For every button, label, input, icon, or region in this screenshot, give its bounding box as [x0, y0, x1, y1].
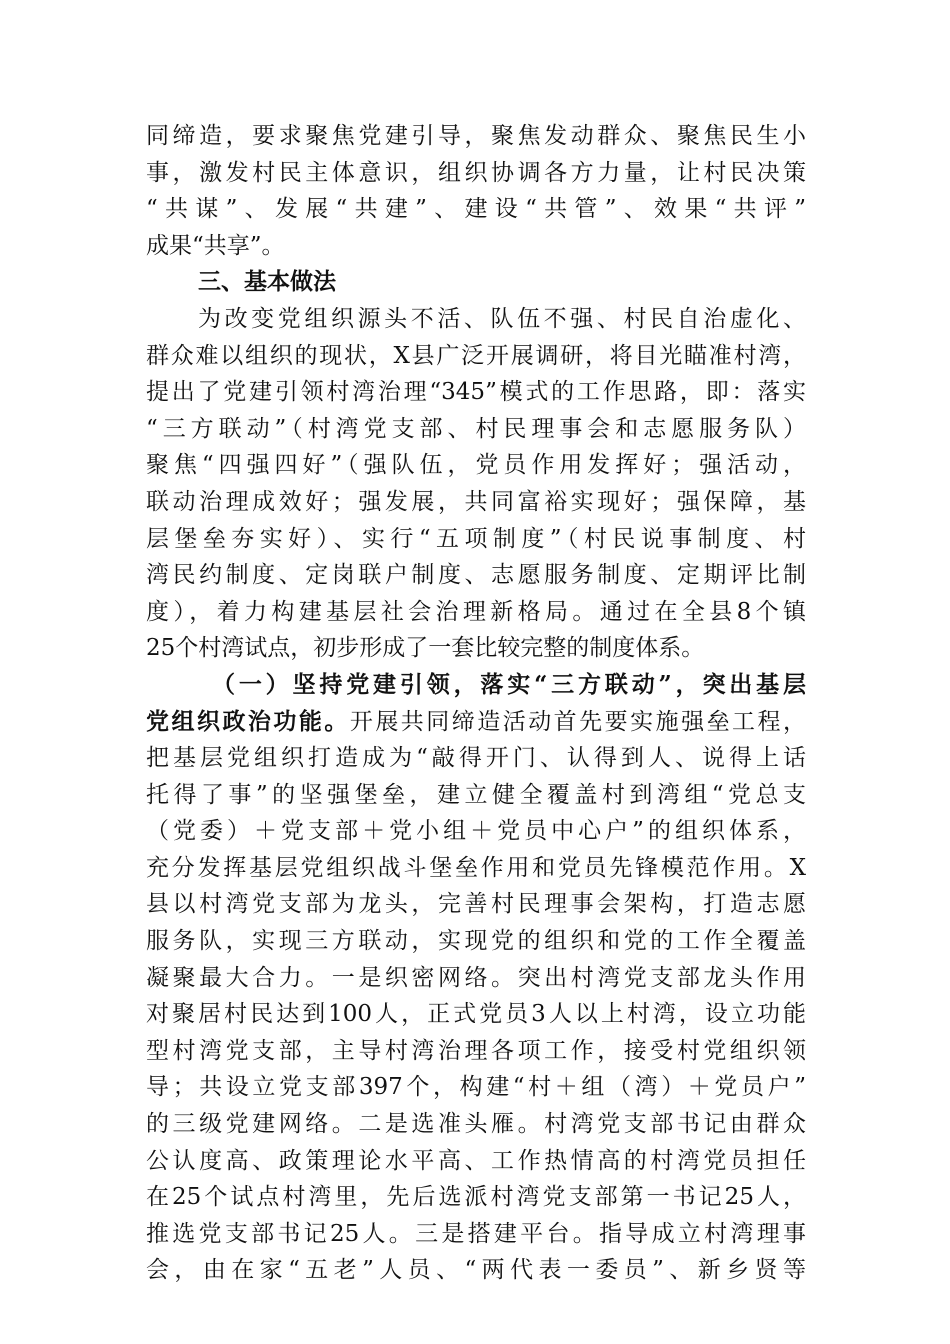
paragraph-line: 充分发挥基层党组织战斗堡垒作用和党员先锋模范作用。X — [146, 854, 806, 881]
paragraph-line: 度），着力构建基层社会治理新格局。通过在全县8个镇 — [146, 598, 806, 625]
paragraph-line: 会，由在家“五老”人员、“两代表一委员”、新乡贤等 — [146, 1257, 806, 1284]
paragraph-line: 聚焦“四强四好”（强队伍，党员作用发挥好；强活动， — [146, 452, 806, 479]
paragraph-line: 推选党支部书记25人。三是搭建平台。指导成立村湾理事 — [146, 1220, 806, 1247]
paragraph-line: 型村湾党支部，主导村湾治理各项工作，接受村党组织领 — [146, 1037, 806, 1064]
subsection-heading: （一）坚持党建引领，落实“三方联动”，突出基层 — [212, 670, 806, 698]
subsection-heading-continued: 党组织政治功能。 — [146, 707, 350, 735]
paragraph-line: 事，激发村民主体意识，组织协调各方力量，让村民决策 — [146, 159, 806, 186]
paragraph-line: （党委）＋党支部＋党小组＋党员中心户”的组织体系， — [146, 818, 806, 845]
paragraph-line: 凝聚最大合力。一是织密网络。突出村湾党支部龙头作用 — [146, 964, 806, 991]
paragraph-line: 的三级党建网络。二是选准头雁。村湾党支部书记由群众 — [146, 1111, 806, 1138]
paragraph-line: 提出了党建引领村湾治理“345”模式的工作思路，即：落实 — [146, 379, 806, 406]
paragraph-line: 县以村湾党支部为龙头，完善村民理事会架构，打造志愿 — [146, 891, 806, 918]
paragraph-line: 为改变党组织源头不活、队伍不强、村民自治虚化、 — [198, 305, 806, 332]
section-heading: 三、基本做法 — [198, 269, 336, 296]
paragraph-line: “共谋”、发展“共建”、建设“共管”、效果“共评” — [146, 196, 806, 223]
paragraph-line-mixed — [146, 704, 806, 741]
paragraph-line: 服务队，实现三方联动，实现党的组织和党的工作全覆盖 — [146, 928, 806, 955]
paragraph-text: 开展共同缔造活动首先要实施强垒工程， — [349, 708, 806, 735]
paragraph-line: “三方联动”（村湾党支部、村民理事会和志愿服务队） — [146, 415, 806, 442]
paragraph-line: 成果“共享”。 — [146, 232, 285, 259]
paragraph-line: 群众难以组织的现状，X县广泛开展调研，将目光瞄准村湾， — [146, 342, 806, 369]
paragraph-line: 对聚居村民达到100人，正式党员3人以上村湾，设立功能 — [146, 1001, 806, 1028]
paragraph-line: 层堡垒夯实好）、实行“五项制度”（村民说事制度、村 — [146, 525, 806, 552]
body-text — [146, 118, 806, 1289]
paragraph-line: 导；共设立党支部397个，构建“村＋组（湾）＋党员户” — [146, 1074, 806, 1101]
paragraph-line: 湾民约制度、定岗联户制度、志愿服务制度、定期评比制 — [146, 562, 806, 589]
paragraph-line: 同缔造，要求聚焦党建引导，聚焦发动群众、聚焦民生小 — [146, 123, 806, 149]
paragraph-line: 联动治理成效好；强发展，共同富裕实现好；强保障，基 — [146, 488, 806, 515]
paragraph-line: 托得了事”的坚强堡垒，建立健全覆盖村到湾组“党总支 — [146, 781, 806, 808]
paragraph-line: 在25个试点村湾里，先后选派村湾党支部第一书记25人， — [146, 1184, 806, 1211]
paragraph-line: 把基层党组织打造成为“敲得开门、认得到人、说得上话 — [146, 745, 806, 772]
paragraph-line: 公认度高、政策理论水平高、工作热情高的村湾党员担任 — [146, 1147, 806, 1174]
paragraph-line: 25个村湾试点，初步形成了一套比较完整的制度体系。 — [146, 635, 705, 662]
